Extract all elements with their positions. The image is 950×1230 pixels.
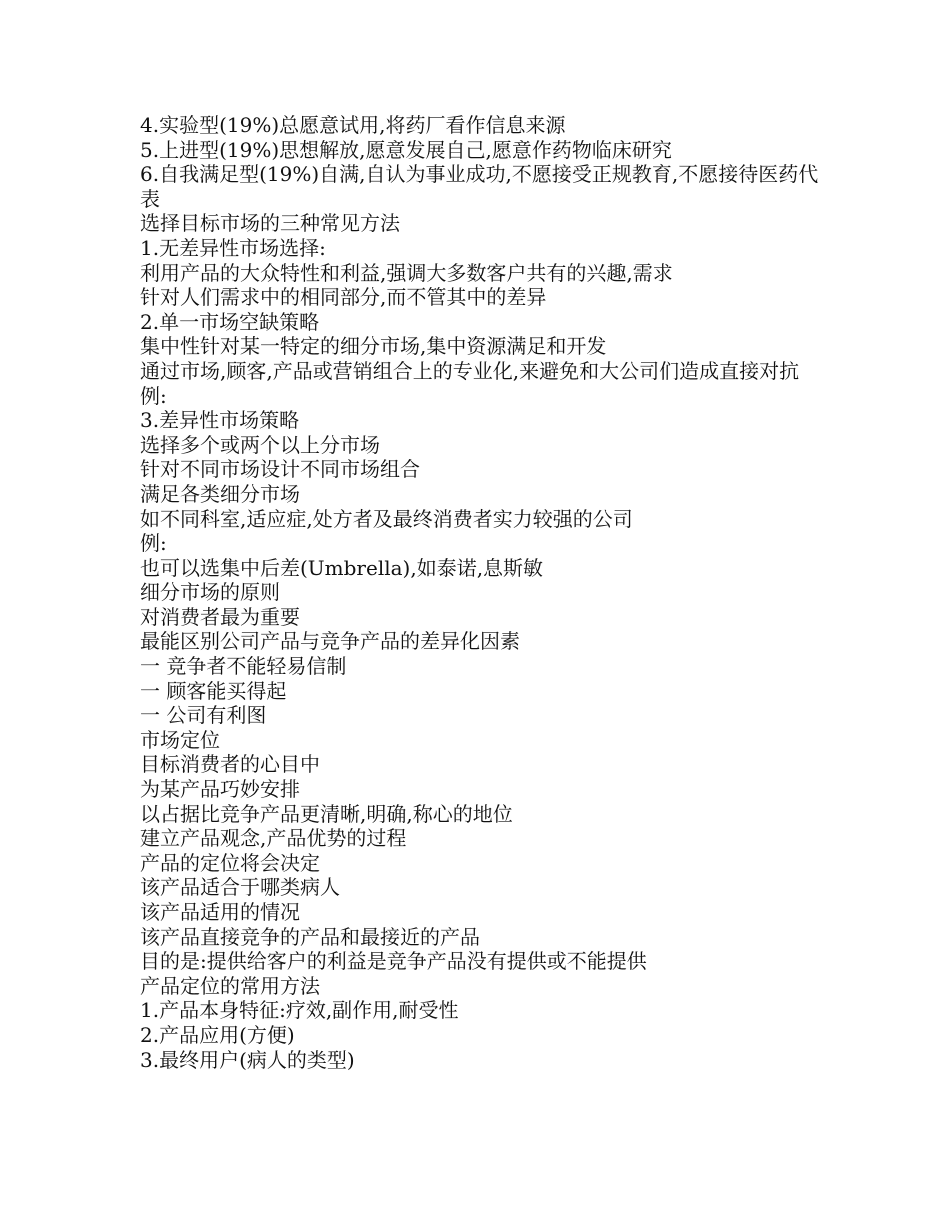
text-line: 集中性针对某一特定的细分市场,集中资源满足和开发 <box>140 334 607 359</box>
text-line: 目标消费者的心目中 <box>140 752 320 777</box>
text-line: 该产品适用的情况 <box>140 900 300 924</box>
text-line: 产品的定位将会决定 <box>140 850 320 875</box>
text-line: 针对不同市场设计不同市场组合 <box>140 457 420 482</box>
text-line: 对消费者最为重要 <box>140 604 300 629</box>
text-line: 如不同科室,适应症,处方者及最终消费者实力较强的公司 <box>140 506 633 531</box>
text-line: 例: <box>140 383 167 408</box>
text-line: 2.产品应用(方便) <box>140 1022 295 1047</box>
text-line: 5.上进型(19%)思想解放,愿意发展自己,愿意作药物临床研究 <box>140 137 672 162</box>
text-line: 选择多个或两个以上分市场 <box>140 432 380 457</box>
text-line: 也可以选集中后差(Umbrella),如泰诺,息斯敏 <box>140 555 544 580</box>
text-line: 该产品直接竞争的产品和最接近的产品 <box>140 924 480 949</box>
text-line: 1.无差异性市场选择: <box>140 235 326 260</box>
text-line: 以占据比竞争产品更清晰,明确,称心的地位 <box>140 801 513 826</box>
section-heading: 市场定位 <box>140 727 220 752</box>
text-line: 一 竞争者不能轻易信制 <box>140 654 347 679</box>
text-line: 一 顾客能买得起 <box>140 678 287 703</box>
document-body <box>140 113 830 1072</box>
text-line: 通过市场,顾客,产品或营销组合上的专业化,来避免和大公司们造成直接对抗 <box>140 358 800 383</box>
text-line: 为某产品巧妙安排 <box>140 777 300 802</box>
text-line: 针对人们需求中的相同部分,而不管其中的差异 <box>140 285 547 310</box>
section-heading: 选择目标市场的三种常见方法 <box>140 211 400 236</box>
section-heading: 细分市场的原则 <box>140 580 280 605</box>
text-line: 建立产品观念,产品优势的过程 <box>140 826 407 851</box>
text-line: 目的是:提供给客户的利益是竞争产品没有提供或不能提供 <box>140 949 647 974</box>
section-heading: 产品定位的常用方法 <box>140 973 320 998</box>
text-line: 2.单一市场空缺策略 <box>140 309 320 334</box>
text-line: 满足各类细分市场 <box>140 481 300 506</box>
text-line: 例: <box>140 531 167 556</box>
text-line: 一 公司有利图 <box>140 703 267 728</box>
text-line: 4.实验型(19%)总愿意试用,将药厂看作信息来源 <box>140 113 566 137</box>
text-line: 3.最终用户(病人的类型) <box>140 1047 355 1072</box>
text-line: 利用产品的大众特性和利益,强调大多数客户共有的兴趣,需求 <box>140 260 673 285</box>
text-line: 最能区别公司产品与竞争产品的差异化因素 <box>140 629 520 654</box>
text-line: 6.自我满足型(19%)自满,自认为事业成功,不愿接受正规教育,不愿接待医药代表 <box>140 162 819 211</box>
text-line: 1.产品本身特征:疗效,副作用,耐受性 <box>140 998 459 1023</box>
text-line: 该产品适合于哪类病人 <box>140 875 340 900</box>
text-line: 3.差异性市场策略 <box>140 408 300 433</box>
